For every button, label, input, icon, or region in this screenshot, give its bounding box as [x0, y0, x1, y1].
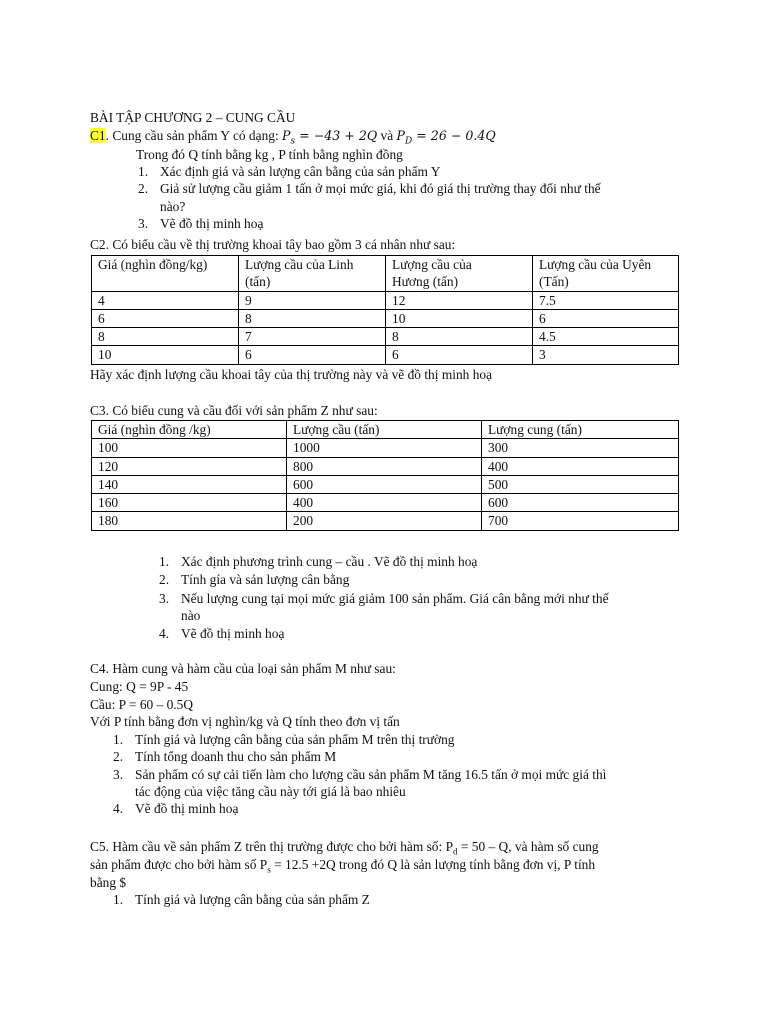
table-header-cell: Lượng cầu của Hương (tấn) — [386, 256, 533, 292]
table-cell: 10 — [386, 309, 533, 327]
table-cell: 7.5 — [533, 291, 679, 309]
c1-highlight-label: C1 — [90, 128, 106, 143]
table-cell: 600 — [287, 475, 482, 493]
list-item: 2. Tính tổng doanh thu cho sản phẩm M — [113, 749, 337, 765]
c4-demand-function: Cầu: P = 60 – 0.5Q — [90, 697, 194, 712]
c1-supply-equation: $P_s = -43 + 2Q$ — [282, 128, 378, 147]
page-title: BÀI TẬP CHƯƠNG 2 – CUNG CẦU — [90, 110, 296, 125]
c1-intro — [90, 127, 690, 147]
table-header-cell: Lượng cầu (tấn) — [287, 421, 482, 439]
table-header-cell: Lượng cung (tấn) — [482, 421, 679, 439]
table-cell: 400 — [287, 494, 482, 512]
table-cell: 400 — [482, 457, 679, 475]
c1-and-text: và — [377, 128, 397, 143]
table-row — [92, 475, 679, 493]
list-item: 1. Tính giá và lượng cân bằng của sản phẩm Z — [113, 892, 370, 907]
table-row — [92, 457, 679, 475]
table-cell: 800 — [287, 457, 482, 475]
table-cell: 300 — [482, 439, 679, 457]
table-cell: 4.5 — [533, 328, 679, 346]
table-cell: 500 — [482, 475, 679, 493]
list-item: 3. Vẽ đồ thị minh hoạ — [138, 215, 264, 231]
table-cell: 8 — [92, 328, 239, 346]
c1-question-list — [138, 163, 700, 232]
c1-demand-equation: $P_D = 26 - 0.4Q$ — [396, 128, 496, 147]
table-cell: 9 — [239, 291, 386, 309]
c2-footer: Hãy xác định lượng cầu khoai tây của thị trường này và vẽ đồ thị minh hoạ — [90, 367, 493, 382]
table-header-row — [92, 256, 679, 292]
c5-question-list — [113, 891, 695, 908]
table-cell: 10 — [92, 346, 239, 364]
table-cell: 6 — [386, 346, 533, 364]
table-cell: 8 — [386, 328, 533, 346]
c4-question-list — [113, 731, 695, 817]
table-cell: 100 — [92, 439, 287, 457]
table-cell: 200 — [287, 512, 482, 530]
table-cell: 4 — [92, 291, 239, 309]
list-item: 2. Tính gía và sản lượng cân bằng — [159, 572, 350, 588]
table-cell: 160 — [92, 494, 287, 512]
table-cell: 1000 — [287, 439, 482, 457]
table-cell: 6 — [92, 309, 239, 327]
table-cell: 120 — [92, 457, 287, 475]
c4-supply-function: Cung: Q = 9P - 45 — [90, 679, 189, 694]
table-header-cell: Lượng cầu của Linh (tấn) — [239, 256, 386, 292]
table-cell: 3 — [533, 346, 679, 364]
table-cell: 600 — [482, 494, 679, 512]
table-row — [92, 512, 679, 530]
c4-units-note: Với P tính bằng đơn vị nghìn/kg và Q tính theo đơn vị tấn — [90, 714, 400, 729]
table-cell: 7 — [239, 328, 386, 346]
table-row — [92, 439, 679, 457]
list-item: 1. Xác định phương trình cung – cầu . Vẽ đồ thị minh hoạ — [159, 554, 478, 569]
c3-supply-demand-table — [91, 420, 679, 531]
c5-line-1: C5. Hàm cầu về sản phẩm Z trên thị trường được cho bởi hàm số: $P_d = 50 - Q$, và hàm số cung — [90, 839, 599, 857]
list-item: 1. Xác định giá và sản lượng cân bằng của sản phẩm Y — [138, 164, 441, 179]
table-row — [92, 328, 679, 346]
table-cell: 12 — [386, 291, 533, 309]
c2-heading: C2. Có biểu cầu về thị trường khoai tây bao gồm 3 cá nhân như sau: — [90, 237, 456, 252]
c5-line-2: sản phẩm được cho bởi hàm số $P_s = 12.5 +2Q$ trong đó Q là sản lượng tính bằng đơn vị, P tính — [90, 857, 596, 875]
table-row — [92, 309, 679, 327]
table-cell: 6 — [533, 309, 679, 327]
table-header-cell: Giá (nghìn đồng/kg) — [92, 256, 239, 292]
table-cell: 8 — [239, 309, 386, 327]
c3-question-list — [159, 553, 701, 642]
table-row — [92, 291, 679, 309]
table-cell: 700 — [482, 512, 679, 530]
c1-intro-text: . Cung cầu sản phẩm Y có dạng: — [105, 128, 283, 143]
c5-line-3: bằng $ — [90, 875, 127, 890]
c3-heading: C3. Có biểu cung và cầu đối với sản phẩm Z như sau: — [90, 403, 378, 418]
c4-heading: C4. Hàm cung và hàm cầu của loại sản phẩm M như sau: — [90, 661, 396, 676]
list-item: 3. Nếu lượng cung tại mọi mức giá giảm 100 sản phẩm. Giá cân bằng mới như thế nào — [159, 590, 609, 623]
list-item: 4. Vẽ đồ thị minh hoạ — [159, 626, 285, 642]
c1-note: Trong đó Q tính bằng kg , P tính bằng nghìn đồng — [136, 147, 403, 162]
list-item: 3. Sản phẩm có sự cải tiến làm cho lượng cầu sản phẩm M tăng 16.5 tấn ở mọi mức giá thì tác động của việc tăng cầu này tới giá là bao nhiêu — [113, 766, 607, 799]
c2-demand-table — [91, 255, 679, 365]
table-row — [92, 346, 679, 364]
table-cell: 140 — [92, 475, 287, 493]
list-item: 1. Tính giá và lượng cân bằng của sản phẩm M trên thị trường — [113, 732, 455, 747]
list-item: 4. Vẽ đồ thị minh hoạ — [113, 801, 239, 817]
table-row — [92, 494, 679, 512]
table-cell: 180 — [92, 512, 287, 530]
table-header-cell: Lượng cầu của Uyên (Tấn) — [533, 256, 679, 292]
table-header-cell: Giá (nghìn đồng /kg) — [92, 421, 287, 439]
table-cell: 6 — [239, 346, 386, 364]
table-header-row — [92, 421, 679, 439]
list-item: 2. Giả sử lượng cầu giảm 1 tấn ở mọi mức giá, khi đó giá thị trường thay đổi như thế nào? — [138, 181, 601, 214]
